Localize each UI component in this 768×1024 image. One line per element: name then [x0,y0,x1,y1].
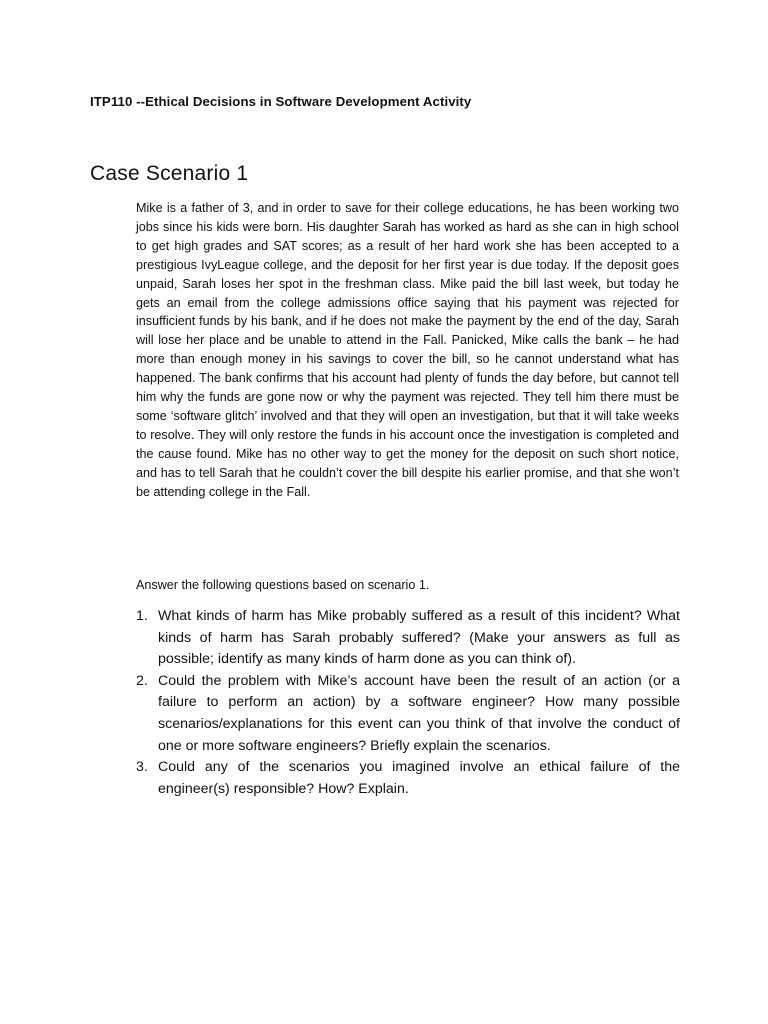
questions-list [136,606,680,800]
scenario-paragraph: Mike is a father of 3, and in order to save for their college educations, he has been working two jobs since his kids were born. His daughter Sarah has worked as hard as she can in high school to get high grades and SAT scores; as a result of her hard work she has been accepted to a prestigious IvyLeague college, and the deposit for her first year is due today. If the deposit goes unpaid, Sarah loses her spot in the freshman class. Mike paid the bill last week, but today he gets an email from the college admissions office saying that his payment was rejected for insufficient funds by his bank, and if he does not make the payment by the end of the day, Sarah will lose her place and be unable to attend in the Fall. Panicked, Mike calls the bank – he had more than enough money in his savings to cover the bill, so he cannot understand what has happened. The bank confirms that his account had plenty of funds the day before, but cannot tell him why the funds are gone now or why the payment was rejected. They tell him there must be some ‘software glitch’ involved and that they will open an investigation, but that it will take weeks to resolve. They will only restore the funds in his account once the investigation is completed and the cause found. Mike has no other way to get the money for the deposit on such short notice, and has to tell Sarah that he couldn’t cover the bill despite his earlier promise, and that she won’t be attending college in the Fall. [136,201,679,499]
section-heading: Case Scenario 1 [90,162,249,185]
question-number: 2. [136,672,148,689]
question-text: What kinds of harm has Mike probably suffered as a result of this incident? What kinds of harm has Sarah probably suffered? (Make your answers as full as possible; identify as many kinds of harm done as you can think of). [158,608,680,668]
question-text: Could any of the scenarios you imagined involve an ethical failure of the engineer(s) responsible? How? Explain. [158,759,680,797]
question-text: Could the problem with Mike’s account have been the result of an action (or a failure to perform an action) by a software engineer? How many possible scenarios/explanations for this event can you think of that involve the conduct of one or more software engineers? Briefly explain the scenarios. [158,672,680,754]
question-item [136,606,680,671]
questions-prompt: Answer the following questions based on scenario 1. [136,578,430,592]
question-number: 1. [136,608,148,624]
document-title: ITP110 --Ethical Decisions in Software Development Activity [90,94,472,109]
question-number: 3. [136,759,148,776]
question-item [136,671,680,757]
question-item [136,757,680,800]
